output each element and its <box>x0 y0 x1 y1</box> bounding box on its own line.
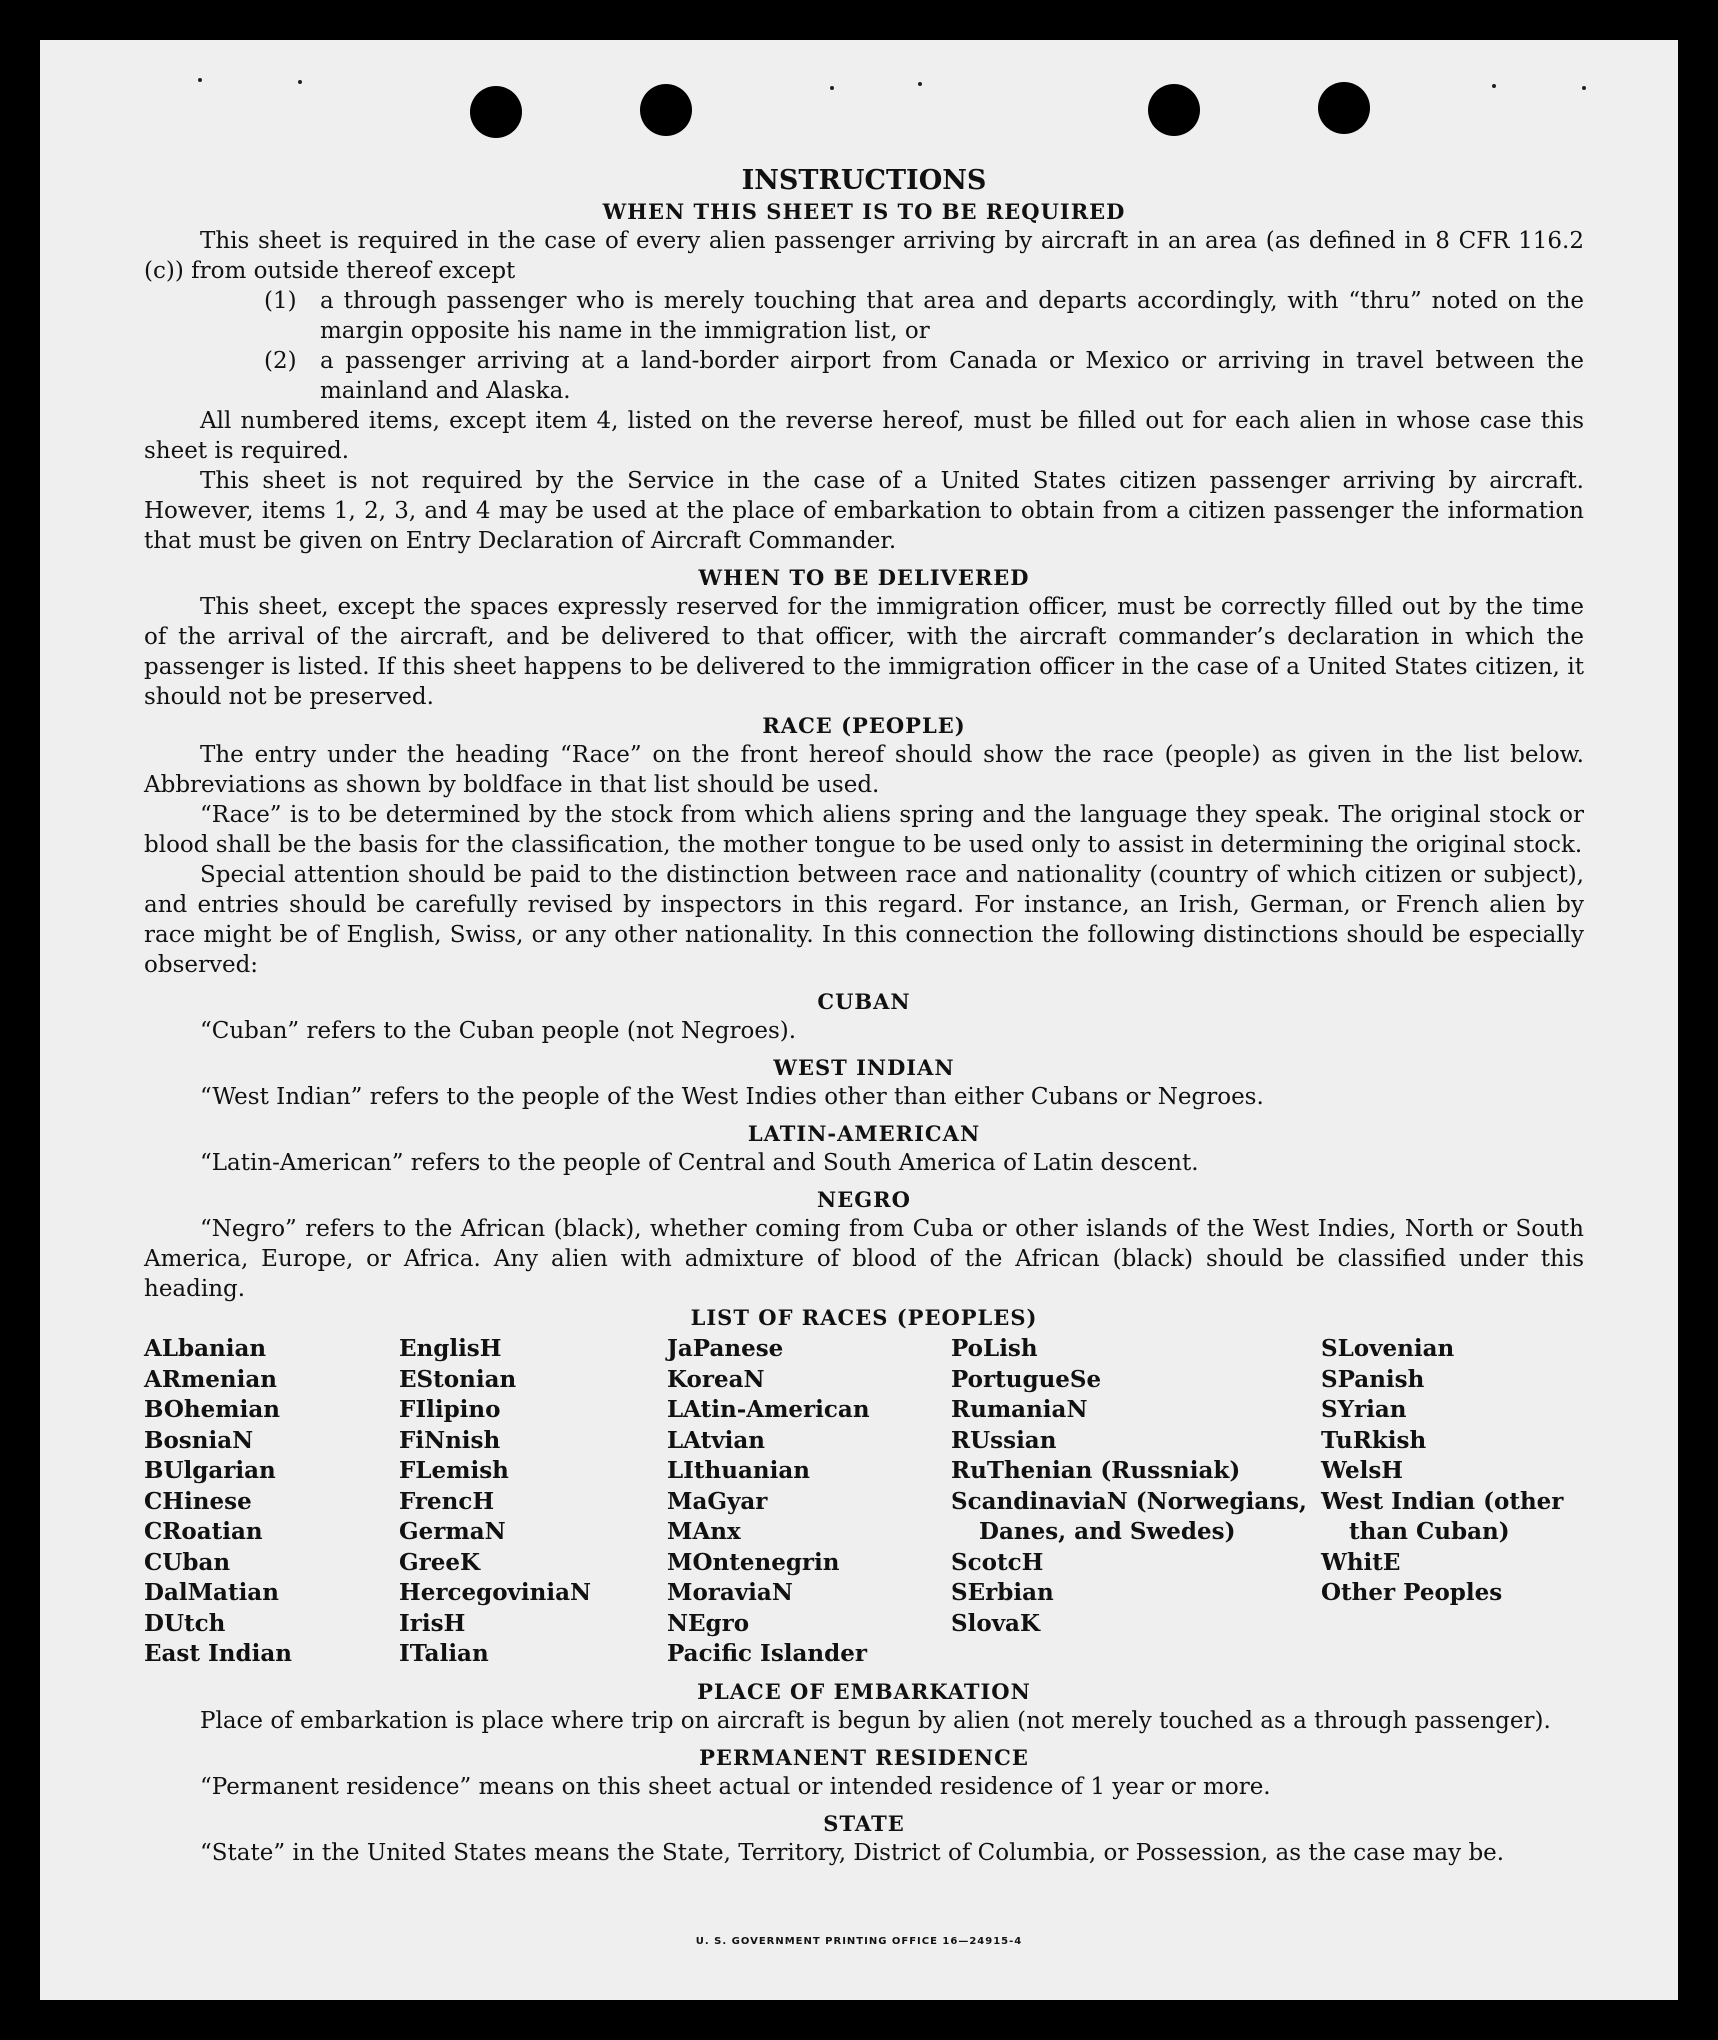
speck <box>830 86 834 90</box>
speck <box>1492 84 1496 88</box>
paragraph: “West Indian” refers to the people of the West Indies other than either Cubans or Negroes. <box>200 1084 1264 1110</box>
race-item: FIlipino <box>399 1396 501 1423</box>
race-item: KoreaN <box>667 1365 765 1393</box>
race-item: RumaniaN <box>951 1396 1088 1423</box>
race-item: RuThenian (Russniak) <box>951 1457 1241 1484</box>
speck <box>298 80 302 84</box>
paragraph: “Cuban” refers to the Cuban people (not Negroes). <box>200 1018 797 1044</box>
race-item: BUlgarian <box>144 1457 276 1484</box>
race-item: ScotcH <box>951 1548 1044 1576</box>
race-item: LAtin-American <box>667 1396 870 1423</box>
race-item: MAnx <box>667 1518 741 1545</box>
race-item: PoLish <box>951 1335 1038 1362</box>
race-item: EnglisH <box>399 1335 502 1362</box>
speck <box>1582 86 1586 90</box>
race-item: ALbanian <box>144 1335 267 1362</box>
race-item: TuRkish <box>1321 1426 1427 1454</box>
race-item: MOntenegrin <box>667 1548 840 1576</box>
race-item: SErbian <box>951 1579 1054 1606</box>
races-column <box>144 1334 399 1670</box>
paragraph: “Negro” refers to the African (black), whether coming from Cuba or other islands of the West Indies, North or South America, Europe, or Africa. Any alien with admixture of blood of the African (black) should be classified under this heading. <box>144 1216 1584 1302</box>
paragraph: “Latin-American” refers to the people of Central and South America of Latin descent. <box>200 1150 1199 1176</box>
race-item: NEgro <box>667 1609 750 1637</box>
item-text: a through passenger who is merely touching that area and departs accordingly, with “thru” noted on the margin opposite his name in the immigration list, or <box>320 288 1584 344</box>
race-item: HercegoviniaN <box>399 1579 592 1606</box>
race-item: IrisH <box>399 1609 466 1637</box>
race-item: ITalian <box>399 1640 489 1667</box>
heading-list-of-races: LIST OF RACES (PEOPLES) <box>690 1305 1038 1330</box>
races-column <box>399 1334 667 1670</box>
race-item: DUtch <box>144 1609 226 1637</box>
race-item: FiNnish <box>399 1426 501 1454</box>
race-item: JaPanese <box>667 1335 784 1362</box>
paragraph: The entry under the heading “Race” on the front hereof should show the race (people) as given in the list below. Abbreviations as shown by boldface in that list should be used. <box>144 742 1584 798</box>
race-item: BOhemian <box>144 1396 280 1423</box>
paragraph: This sheet, except the spaces expressly reserved for the immigration officer, must be correctly filled out by the time of the arrival of the aircraft, and be delivered to that officer, with the aircraft commander’s declaration in which the passenger is listed. If this sheet happens to be delivered to the immigration officer in the case of a United States citizen, it should not be preserved. <box>144 594 1584 710</box>
race-item: MaGyar <box>667 1487 768 1515</box>
paragraph: Special attention should be paid to the distinction between race and nationality (country of which citizen or subject), and entries should be carefully revised by inspectors in this regard. For instance, an Irish, German, or French alien by race might be of English, Swiss, or any other nationality. In this connection the following distinctions should be especially observed: <box>144 862 1584 978</box>
race-item: FrencH <box>399 1487 495 1515</box>
heading-negro: NEGRO <box>817 1187 911 1212</box>
heading-residence: PERMANENT RESIDENCE <box>699 1744 1029 1770</box>
heading-when-required: WHEN THIS SHEET IS TO BE REQUIRED <box>602 199 1126 224</box>
heading-cuban: CUBAN <box>817 989 911 1014</box>
paragraph: Place of embarkation is place where trip on aircraft is begun by alien (not merely touched as a through passenger). <box>200 1707 1551 1734</box>
speck <box>918 82 922 86</box>
race-item: SlovaK <box>951 1609 1040 1637</box>
item-number: (1) <box>264 288 297 314</box>
race-item: ARmenian <box>144 1365 278 1393</box>
printing-office-imprint: U. S. GOVERNMENT PRINTING OFFICE 16—24915-4 <box>695 1936 1023 1947</box>
race-item: FLemish <box>399 1457 509 1484</box>
paragraph: “Permanent residence” means on this sheet actual or intended residence of 1 year or more. <box>200 1773 1271 1800</box>
heading-latin-american: LATIN-AMERICAN <box>747 1121 981 1146</box>
races-list <box>144 1334 1584 1670</box>
race-item: SPanish <box>1321 1365 1425 1393</box>
race-item: ScandinaviaN (Norwegians, Danes, and Swedes) <box>951 1487 1307 1545</box>
races-column <box>951 1334 1321 1670</box>
races-column <box>1321 1334 1584 1670</box>
paragraph: “State” in the United States means the State, Territory, District of Columbia, or Possession, as the case may be. <box>200 1839 1505 1866</box>
paragraph: This sheet is not required by the Service in the case of a United States citizen passenger arriving by aircraft. However, items 1, 2, 3, and 4 may be used at the place of embarkation to obtain from a citizen passenger the information that must be given on Entry Declaration of Aircraft Commander. <box>144 468 1584 554</box>
race-item: BosniaN <box>144 1426 254 1454</box>
heading-when-delivered: WHEN TO BE DELIVERED <box>698 565 1030 590</box>
heading-west-indian: WEST INDIAN <box>773 1055 955 1080</box>
paragraph: “Race” is to be determined by the stock from which aliens spring and the language they speak. The original stock or blood shall be the basis for the classification, the mother tongue to be used only to assist in determining the original stock. <box>144 802 1584 858</box>
race-item: CRoatian <box>144 1518 263 1545</box>
race-item: CHinese <box>144 1487 252 1515</box>
race-item: PortugueSe <box>951 1365 1102 1393</box>
race-item: RUssian <box>951 1426 1057 1454</box>
speck <box>198 78 202 82</box>
document-sheet <box>40 40 1678 2000</box>
exception-item <box>144 346 1584 406</box>
race-item: MoraviaN <box>667 1579 793 1606</box>
race-item: EStonian <box>399 1365 517 1393</box>
race-item: CUban <box>144 1548 231 1576</box>
races-column <box>667 1334 951 1670</box>
item-text: a passenger arriving at a land-border airport from Canada or Mexico or arriving in travel between the mainland and Alaska. <box>320 348 1584 404</box>
heading-race: RACE (PEOPLE) <box>762 713 966 738</box>
race-item: West Indian (other than Cuban) <box>1321 1487 1564 1545</box>
race-item: SLovenian <box>1321 1335 1455 1362</box>
race-item: SYrian <box>1321 1396 1407 1423</box>
page-title: INSTRUCTIONS <box>741 165 987 196</box>
race-item: LAtvian <box>667 1426 765 1454</box>
race-item: WhitE <box>1321 1548 1401 1576</box>
item-number: (2) <box>264 348 297 374</box>
race-item: Other Peoples <box>1321 1579 1503 1606</box>
heading-state: STATE <box>823 1810 905 1836</box>
race-item: East Indian <box>144 1640 292 1667</box>
race-item: GermaN <box>399 1518 506 1545</box>
paragraph: This sheet is required in the case of every alien passenger arriving by aircraft in an area (as defined in 8 CFR 116.2 (c)) from outside thereof except <box>144 228 1584 284</box>
race-item: WelsH <box>1321 1457 1404 1484</box>
race-item: Pacific Islander <box>667 1640 867 1667</box>
race-item: DalMatian <box>144 1579 279 1606</box>
exception-item <box>144 286 1584 346</box>
paragraph: All numbered items, except item 4, listed on the reverse hereof, must be filled out for each alien in whose case this sheet is required. <box>144 408 1584 464</box>
race-item: LIthuanian <box>667 1457 810 1484</box>
heading-embarkation: PLACE OF EMBARKATION <box>697 1678 1031 1704</box>
race-item: GreeK <box>399 1548 481 1576</box>
